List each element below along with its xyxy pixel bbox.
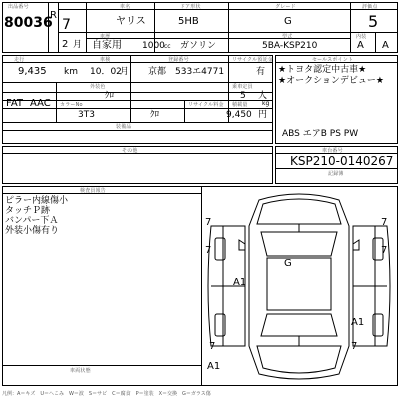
- model-label: 型式: [282, 34, 293, 40]
- damage-left-front: 7: [205, 245, 212, 256]
- exterior-score: A: [382, 40, 389, 51]
- air-con: AAC: [30, 98, 51, 109]
- damage-right-front: 7: [381, 245, 388, 256]
- equipment: ABS エアB PS PW: [282, 129, 359, 139]
- car-outline: [201, 186, 398, 386]
- load-label: 積載量: [232, 102, 248, 108]
- damage-front-right: 7: [381, 217, 388, 228]
- other-label: その他: [122, 148, 138, 154]
- lot-label: 出品番号: [8, 4, 29, 10]
- plate-label: 登録番号: [168, 57, 189, 63]
- damage-left-side: A1: [233, 277, 247, 288]
- recycle-label: リサイクル預託金: [232, 57, 273, 63]
- capacity-unit: 人: [258, 91, 268, 101]
- model-code: 5BA-KSP210: [262, 41, 318, 51]
- color-code: 3T3: [78, 110, 95, 120]
- car-name: ヤリス: [116, 16, 146, 27]
- color-name-2: ｸﾛ: [150, 110, 160, 120]
- damage-front-left: 7: [205, 217, 212, 228]
- use-label: 車歴: [100, 34, 111, 40]
- capacity: 5: [240, 91, 246, 101]
- car-name-label: 車名: [120, 4, 131, 10]
- damage-rear-left: 7: [209, 341, 216, 352]
- history-label: 記録簿: [328, 171, 344, 177]
- auction-score: 5: [368, 12, 379, 31]
- capacity-label: 乗車定員: [232, 84, 253, 90]
- year-era: R: [50, 10, 57, 21]
- recycle-fee-unit: 円: [258, 110, 268, 120]
- mileage-unit: km: [64, 67, 78, 77]
- color-code-label: カラーNo: [60, 102, 83, 108]
- month: 2: [62, 39, 69, 50]
- diagram-label: 車両状態: [70, 368, 91, 374]
- lot-number: 80036: [4, 15, 53, 31]
- score-label: 評価点: [362, 4, 378, 10]
- damage-rear-top: A1: [207, 361, 221, 372]
- damage-right-side: A1: [351, 317, 365, 328]
- door-label: ドア形状: [180, 4, 201, 10]
- car-condition-diagram: [201, 186, 398, 386]
- vehicle-use: 自家用: [92, 40, 122, 51]
- interior-score: A: [357, 40, 364, 51]
- shaken-date: 10．02: [90, 67, 122, 77]
- recycle-fee-label: リサイクル料金: [188, 102, 224, 108]
- color-name: ｸﾛ: [105, 91, 115, 101]
- selling-point: ★トヨタ認定中古車★: [278, 65, 367, 75]
- shift: FAT: [6, 98, 24, 109]
- chassis-number: KSP210-0140267: [290, 154, 394, 168]
- grade-label: グレード: [275, 4, 296, 10]
- note-line: ピラー内線傷小: [5, 196, 69, 206]
- selling-point: ★オークションデビュー★: [278, 76, 384, 86]
- mileage: 9,435: [18, 66, 47, 77]
- notes-label: 検査員報告: [80, 188, 107, 194]
- recycle-deposit: 有: [256, 67, 266, 77]
- damage-rear-right: 7: [351, 341, 358, 352]
- note-line: タッチＰ跡: [5, 206, 51, 216]
- damage-roof: G: [284, 258, 292, 269]
- fuel-type: ガソリン: [180, 41, 217, 51]
- legend-footer: 凡例：A＝キズ U＝へこみ W＝波 S＝サビ C＝腐食 P＝塗装 X＝交換 G＝ガラス傷: [2, 391, 211, 397]
- selling-label: セールスポイント: [312, 57, 354, 63]
- load-unit: kg: [262, 100, 270, 107]
- note-line: バンパー下Ａ: [5, 216, 59, 226]
- note-line: 外装小傷有り: [5, 226, 60, 236]
- shaken-label: 車検: [100, 57, 111, 63]
- door-type: 5HB: [178, 16, 199, 27]
- displacement-unit: cc: [164, 43, 171, 50]
- displacement: 1000: [142, 41, 165, 51]
- equipment-label: 装備品: [116, 124, 132, 130]
- shaken-unit: 月: [120, 67, 130, 77]
- plate-number: 京都 533エ4771: [148, 67, 225, 77]
- chassis-label: 車台番号: [322, 148, 343, 154]
- model-year: 7: [62, 17, 71, 33]
- recycle-fee: 9,450: [226, 110, 252, 120]
- interior-label: 内装: [356, 34, 367, 40]
- grade: G: [284, 16, 292, 27]
- month-unit: 月: [73, 40, 83, 50]
- mileage-label: 走行: [14, 57, 25, 63]
- color-label: 外装色: [90, 84, 106, 90]
